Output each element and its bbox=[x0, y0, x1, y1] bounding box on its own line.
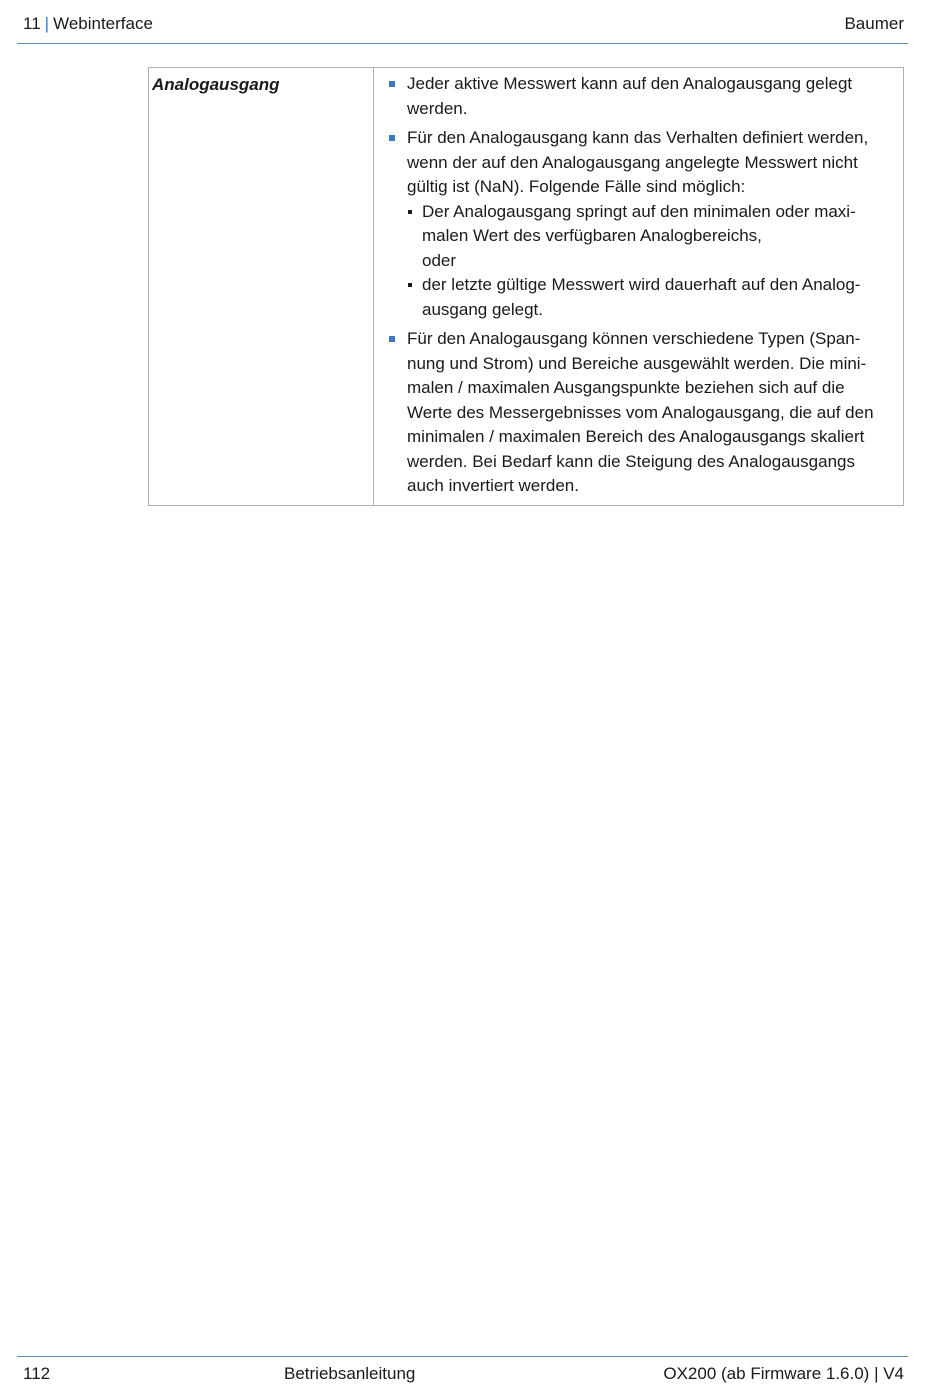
page-header bbox=[17, 0, 908, 44]
text-line: Jeder aktive Messwert kann auf den Analogausgang gelegt bbox=[407, 74, 853, 93]
small-square-bullet-icon bbox=[408, 283, 412, 287]
text-line: minimalen / maximalen Bereich des Analogausgangs skaliert bbox=[407, 427, 865, 446]
term-label: Analogausgang bbox=[152, 75, 280, 94]
square-bullet-icon bbox=[389, 336, 395, 342]
document-type: Betriebsanleitung bbox=[284, 1364, 416, 1383]
text-line: der letzte gültige Messwert wird dauerhaft auf den Analog- bbox=[422, 275, 861, 294]
bullet-item bbox=[388, 126, 897, 322]
term-cell bbox=[149, 68, 374, 506]
brand-name: Baumer bbox=[844, 14, 904, 33]
text-line: ausgang gelegt. bbox=[422, 299, 543, 319]
header-separator: | bbox=[44, 14, 50, 33]
sub-list-item bbox=[407, 200, 897, 274]
page-number: 112 bbox=[23, 1364, 51, 1383]
text-line: gültig ist (NaN). Folgende Fälle sind möglich: bbox=[407, 177, 746, 196]
description-cell bbox=[374, 68, 904, 506]
square-bullet-icon bbox=[389, 81, 395, 87]
text-line: malen / maximalen Ausgangspunkte beziehen sich auf die bbox=[407, 378, 845, 397]
text-line: wenn der auf den Analogausgang angelegte Messwert nicht bbox=[407, 152, 858, 172]
small-square-bullet-icon bbox=[408, 210, 412, 214]
text-line: Für den Analogausgang können verschiedene Typen (Span- bbox=[407, 329, 861, 348]
chapter-heading bbox=[23, 14, 153, 34]
sub-list bbox=[407, 200, 897, 323]
chapter-number: 11 bbox=[23, 14, 41, 33]
text-line: Für den Analogausgang kann das Verhalten definiert werden, bbox=[407, 128, 869, 147]
chapter-title: Webinterface bbox=[53, 14, 153, 33]
text-line: werden. bbox=[407, 98, 468, 118]
text-line: auch invertiert werden. bbox=[407, 476, 579, 495]
page-footer bbox=[17, 1356, 908, 1388]
text-line: Der Analogausgang springt auf den minimalen oder maxi- bbox=[422, 201, 856, 221]
bullet-item bbox=[388, 72, 897, 121]
text-line: nung und Strom) und Bereiche ausgewählt werden. Die mini- bbox=[407, 353, 867, 373]
table-row bbox=[149, 68, 904, 506]
text-line: malen Wert des verfügbaren Analogbereichs, bbox=[422, 226, 762, 245]
product-version: OX200 (ab Firmware 1.6.0) | V4 bbox=[663, 1364, 904, 1383]
square-bullet-icon bbox=[389, 135, 395, 141]
text-line: Werte des Messergebnisses vom Analogausgang, die auf den bbox=[407, 402, 874, 422]
text-line: oder bbox=[422, 250, 457, 270]
bullet-list bbox=[388, 72, 897, 499]
bullet-item bbox=[388, 327, 897, 499]
text-line: werden. Bei Bedarf kann die Steigung des Analogausgangs bbox=[407, 451, 855, 471]
definition-table bbox=[148, 67, 904, 506]
sub-list-item bbox=[407, 273, 897, 322]
